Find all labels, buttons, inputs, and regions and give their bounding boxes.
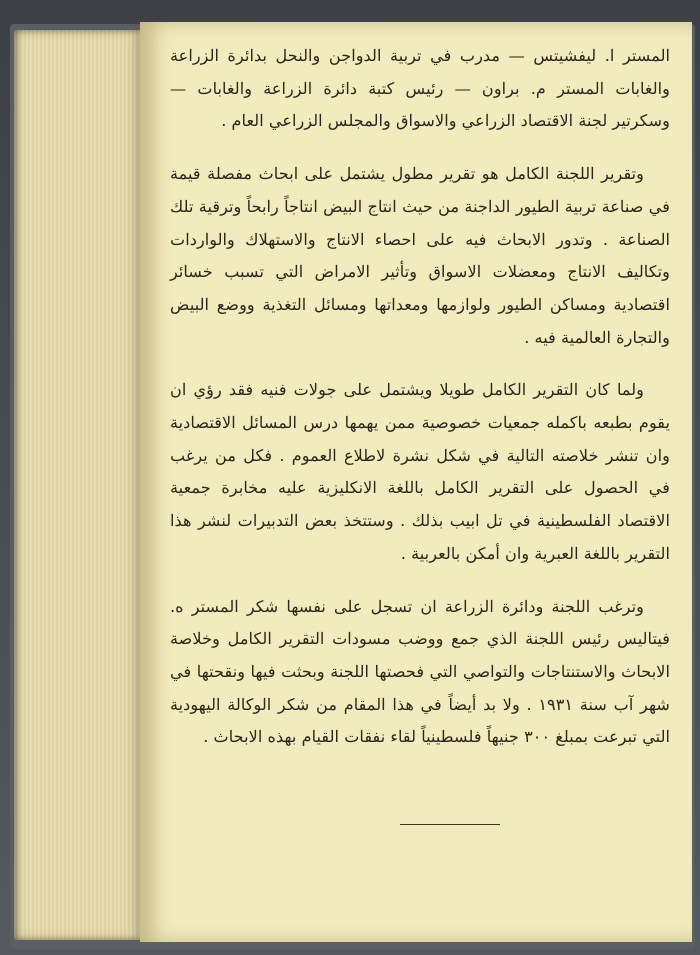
paragraph-staff-list: المستر ا. ليفشيتس — مدرب في تربية الدواجن والنحل بدائرة الزراعة والغابات المستر م. براون — رئيس كتبة دائرة الزراعة والغابات — وسكرتير لجنة الاقتصاد الزراعي والاسواق والمجلس الزراعي العام . xyxy=(170,46,670,131)
paragraph-acknowledgement: وترغب اللجنة ودائرة الزراعة ان تسجل على نفسها شكر المستر ه. فيتاليس رئيس اللجنة الذي جمع ووضب مسودات التقرير الكامل وخلاصة الابحاث والاستنتاجات والتواصي التي فحصتها اللجنة وبحثت فيها ونقحتها في شهر آب سنة ١٩٣١ . ولا بد أيضاً في هذا المقام من شكر الوكالة اليهودية التي تبرعت بمبلغ ٣٠٠ جنيهاً فلسطينياً لقاء نفقات القيام بهذه الابحاث . xyxy=(170,596,670,747)
end-rule xyxy=(400,824,500,825)
paragraph-publication: ولما كان التقرير الكامل طويلا ويشتمل على جولات فنيه فقد رؤي ان يقوم بطبعه باكمله جمعيات خصوصية ممن يهمها درس المسائل الاقتصادية وان تنشر خلاصته التالية في شكل نشرة لاطلاع العموم . فكل من يرغب في الحصول على التقرير الكامل باللغة الانكليزية عليه مخابرة جمعية الاقتصاد الفلسطينية في تل ابيب بذلك . وستتخذ بعض التدبيرات لنشر هذا التقرير باللغة العبرية وان أمكن بالعربية . xyxy=(170,380,670,563)
paragraph-report-summary: وتقرير اللجنة الكامل هو تقرير مطول يشتمل على ابحاث مفصلة قيمة في صناعة تربية الطيور الداجنة من حيث انتاج البيض انتاجاً رابحاً وترقية تلك الصناعة . وتدور الابحاث فيه على احصاء الانتاج والاستهلاك والواردات وتكاليف الانتاج ومعضلات الاسواق وتأثير الامراض التي تسبب خسائر اقتصادية ومساكن الطيور ولوازمها ومعداتها ومسائل التغذية ووضع البيض والتجارة العالمية فيه . xyxy=(170,164,670,347)
page-edges xyxy=(14,30,142,940)
page-text xyxy=(170,40,670,754)
